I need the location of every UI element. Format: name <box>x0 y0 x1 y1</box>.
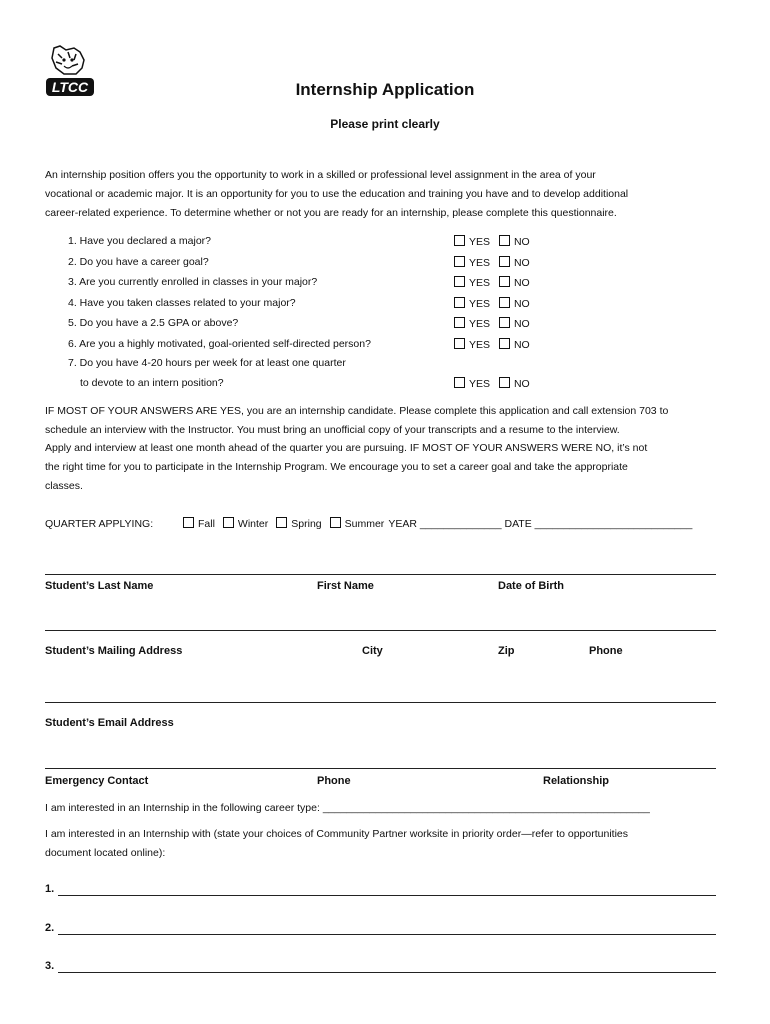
name-line[interactable] <box>45 574 716 575</box>
spring-label: Spring <box>291 518 322 530</box>
page-title: Internship Application <box>295 80 475 99</box>
yes-label: YES <box>469 339 491 351</box>
yes-checkbox[interactable] <box>454 338 465 349</box>
year-field[interactable]: YEAR ______________ <box>388 518 502 530</box>
yes-checkbox[interactable] <box>454 256 465 267</box>
question-2: 2. Do you have a career goal? <box>68 256 209 268</box>
first-name-label: First Name <box>317 580 374 592</box>
no-checkbox[interactable] <box>499 317 510 328</box>
choice-2-label: 2. <box>45 922 55 934</box>
summer-checkbox[interactable] <box>330 517 341 528</box>
summer-label: Summer <box>344 518 385 530</box>
yes-checkbox[interactable] <box>454 276 465 287</box>
quarter-label: QUARTER APPLYING: <box>45 518 154 530</box>
answer-row-3 <box>454 276 530 289</box>
intro-line-2: vocational or academic major. It is an opportunity for you to use the education and training you have and to develop additional <box>45 188 629 200</box>
yes-checkbox[interactable] <box>454 377 465 388</box>
zip-label: Zip <box>498 645 515 657</box>
relationship-label: Relationship <box>543 775 610 787</box>
no-checkbox[interactable] <box>499 276 510 287</box>
answer-row-4 <box>454 297 530 310</box>
partner-instruction-line-1: I am interested in an Internship with (state your choices of Community Partner worksite in priority order—refer to opportunities <box>45 828 629 840</box>
question-5: 5. Do you have a 2.5 GPA or above? <box>68 317 239 329</box>
phone-label: Phone <box>589 645 623 657</box>
question-1: 1. Have you declared a major? <box>68 235 211 247</box>
email-label: Student’s Email Address <box>45 717 174 729</box>
yes-label: YES <box>469 277 491 289</box>
no-label: NO <box>513 277 530 289</box>
yes-label: YES <box>469 318 491 330</box>
emergency-contact-label: Emergency Contact <box>45 775 149 787</box>
instructions-line-5: classes. <box>45 480 83 492</box>
answer-row-1 <box>454 235 530 248</box>
instructions-line-3: Apply and interview at least one month ahead of the quarter you are pursuing. IF MOST OF YOUR ANSWERS WERE NO, it’s not <box>45 442 648 454</box>
emergency-phone-label: Phone <box>317 775 351 787</box>
answer-row-7 <box>454 377 530 390</box>
fall-checkbox[interactable] <box>183 517 194 528</box>
no-checkbox[interactable] <box>499 235 510 246</box>
no-checkbox[interactable] <box>499 338 510 349</box>
page-subtitle: Please print clearly <box>330 117 440 131</box>
yes-label: YES <box>469 236 491 248</box>
mailing-address-label: Student’s Mailing Address <box>45 645 183 657</box>
no-checkbox[interactable] <box>499 297 510 308</box>
last-name-label: Student’s Last Name <box>45 580 154 592</box>
city-label: City <box>362 645 383 657</box>
yes-checkbox[interactable] <box>454 297 465 308</box>
dob-label: Date of Birth <box>498 580 564 592</box>
no-label: NO <box>513 378 530 390</box>
answer-row-2 <box>454 256 530 269</box>
no-label: NO <box>513 318 530 330</box>
yes-checkbox[interactable] <box>454 235 465 246</box>
winter-checkbox[interactable] <box>223 517 234 528</box>
question-3: 3. Are you currently enrolled in classes in your major? <box>68 276 318 288</box>
email-line[interactable] <box>45 702 716 703</box>
no-label: NO <box>513 298 530 310</box>
partner-instruction-line-2: document located online): <box>45 847 166 859</box>
instructions-line-1: IF MOST OF YOUR ANSWERS ARE YES, you are an internship candidate. Please complete this application and call extension 703 to <box>45 405 669 417</box>
intro-line-3: career-related experience. To determine whether or not you are ready for an internship, please complete this questionnaire. <box>45 207 617 219</box>
no-label: NO <box>513 339 530 351</box>
no-checkbox[interactable] <box>499 377 510 388</box>
emergency-line[interactable] <box>45 768 716 769</box>
career-type-field[interactable]: I am interested in an Internship in the following career type: ________________________________________________________ <box>45 802 650 814</box>
no-label: NO <box>513 236 530 248</box>
quarter-options <box>183 517 692 530</box>
choice-1-label: 1. <box>45 883 55 895</box>
spring-checkbox[interactable] <box>276 517 287 528</box>
choice-3-label: 3. <box>45 960 55 972</box>
yes-label: YES <box>469 298 491 310</box>
intro-line-1: An internship position offers you the opportunity to work in a skilled or professional level assignment in the area of your <box>45 169 596 181</box>
choice-3-line[interactable] <box>58 972 716 973</box>
question-7: 7. Do you have 4-20 hours per week for at least one quarter <box>68 357 346 369</box>
no-label: NO <box>513 257 530 269</box>
date-field[interactable]: DATE ___________________________ <box>504 518 693 530</box>
instructions-line-2: schedule an interview with the Instructor. You must bring an unofficial copy of your transcripts and a resume to the interview. <box>45 424 620 436</box>
winter-label: Winter <box>237 518 269 530</box>
logo-text: LTCC <box>51 79 89 95</box>
instructions-line-4: the right time for you to participate in the Internship Program. We encourage you to set a career goal and take the appropriate <box>45 461 628 473</box>
answer-row-5 <box>454 317 530 330</box>
choice-1-line[interactable] <box>58 895 716 896</box>
choice-2-line[interactable] <box>58 934 716 935</box>
fall-label: Fall <box>198 518 215 530</box>
no-checkbox[interactable] <box>499 256 510 267</box>
question-4: 4. Have you taken classes related to your major? <box>68 297 296 309</box>
yes-checkbox[interactable] <box>454 317 465 328</box>
answer-row-6 <box>454 338 530 351</box>
yes-label: YES <box>469 257 491 269</box>
address-line[interactable] <box>45 630 716 631</box>
question-7-cont: to devote to an intern position? <box>80 377 224 389</box>
question-6: 6. Are you a highly motivated, goal-oriented self-directed person? <box>68 338 371 350</box>
yes-label: YES <box>469 378 491 390</box>
